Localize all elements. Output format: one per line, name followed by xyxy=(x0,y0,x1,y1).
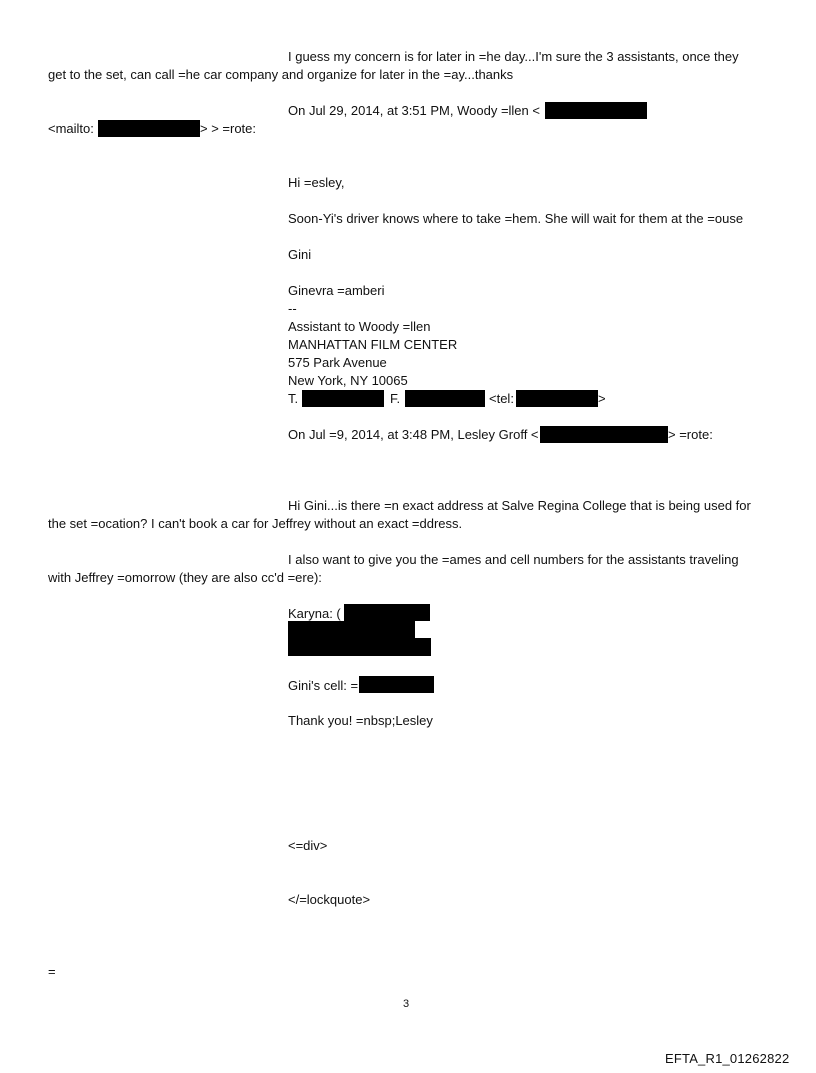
redaction-karyna-line3 xyxy=(288,638,431,656)
para2-line1: Hi Gini...is there =n exact address at Salve Regina College that is being used for xyxy=(288,498,751,513)
redaction-lesley-email xyxy=(540,426,668,443)
para3-line2: with Jeffrey =omorrow (they are also cc'd =ere): xyxy=(48,570,322,585)
para3-line1: I also want to give you the =ames and cell numbers for the assistants traveling xyxy=(288,552,739,567)
mailto-suffix: > > =rote: xyxy=(200,121,257,136)
phone-f-label: F. xyxy=(390,391,401,406)
quote1-header: On Jul 29, 2014, at 3:51 PM, Woody =llen < xyxy=(288,103,540,118)
signature-address1: 575 Park Avenue xyxy=(288,355,387,370)
document-id: EFTA_R1_01262822 xyxy=(665,1051,790,1066)
reply1-sign: Gini xyxy=(288,247,312,262)
signature-name: Ginevra =amberi xyxy=(288,283,385,298)
karyna-label: Karyna: ( xyxy=(288,606,341,621)
signature-address2: New York, NY 10065 xyxy=(288,373,408,388)
closing-line: Thank you! =nbsp;Lesley xyxy=(288,713,433,728)
page-number: 3 xyxy=(403,998,410,1010)
para2-line2: the set =ocation? I can't book a car for Jeffrey without an exact =ddress. xyxy=(48,516,463,531)
mailto-prefix: <mailto: xyxy=(48,121,94,136)
redaction-mailto xyxy=(98,120,200,137)
phone-t-label: T. xyxy=(288,391,299,406)
gini-cell-label: Gini's cell: = xyxy=(288,678,359,693)
redaction-phone-tel xyxy=(516,390,598,407)
reply1-body: Soon-Yi's driver knows where to take =hem. She will wait for them at the =ouse xyxy=(288,211,744,226)
quote2-header: On Jul =9, 2014, at 3:48 PM, Lesley Groff < xyxy=(288,427,539,442)
phone-tel-close: > xyxy=(598,391,606,406)
redaction-phone-t xyxy=(302,390,384,407)
phone-tel-label: <tel: xyxy=(489,391,514,406)
redaction-gini-cell xyxy=(359,676,434,693)
quote2-suffix: > =rote: xyxy=(668,427,713,442)
trailing-equals: = xyxy=(48,964,56,979)
blockquote-tag-text: </=lockquote> xyxy=(288,892,371,907)
redaction-karyna-line2 xyxy=(288,621,415,638)
signature-title: Assistant to Woody =llen xyxy=(288,319,431,334)
redaction-phone-f xyxy=(405,390,485,407)
div-tag-text: <=div> xyxy=(288,838,328,853)
redaction-woody-email xyxy=(545,102,647,119)
para1-line2: get to the set, can call =he car company and organize for later in the =ay...thanks xyxy=(48,67,514,82)
redaction-karyna-phone xyxy=(344,604,430,621)
signature-separator: -- xyxy=(288,301,297,316)
signature-company: MANHATTAN FILM CENTER xyxy=(288,337,458,352)
para1-line1: I guess my concern is for later in =he day...I'm sure the 3 assistants, once they xyxy=(288,49,739,64)
reply1-greeting: Hi =esley, xyxy=(288,175,345,190)
